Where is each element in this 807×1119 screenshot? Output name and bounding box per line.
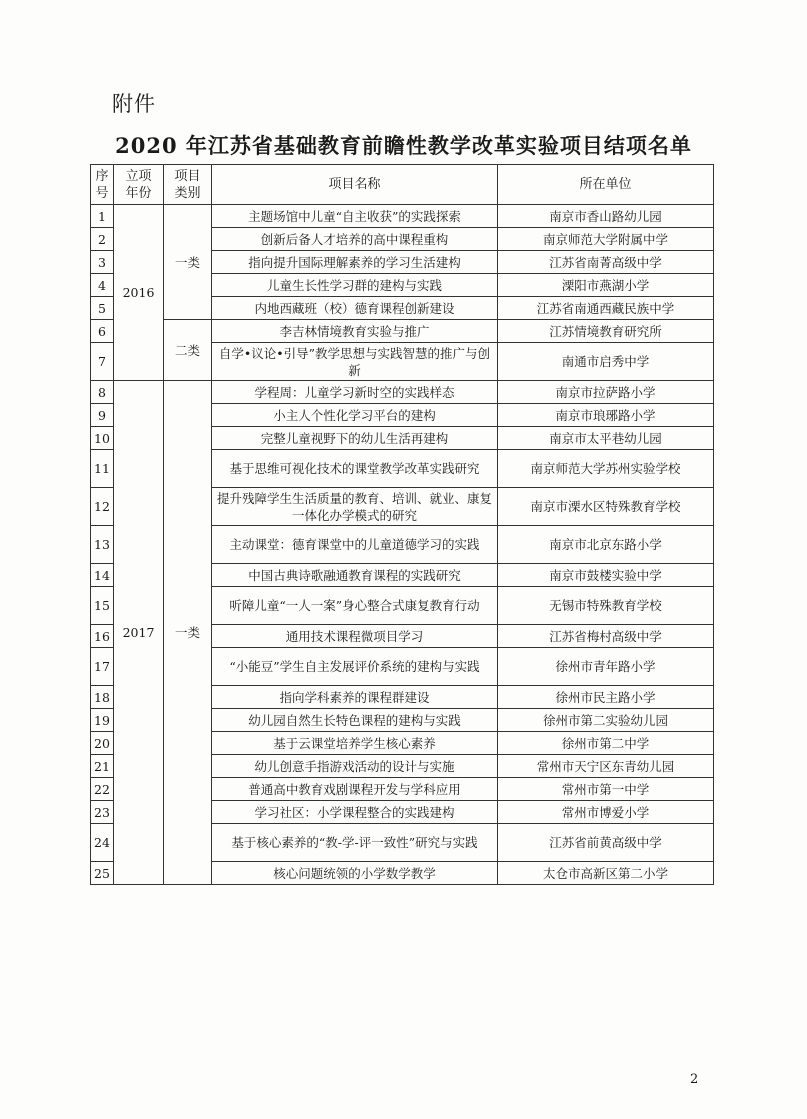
row-number: 24	[91, 824, 114, 862]
unit-name: 南京市香山路幼儿园	[498, 205, 714, 228]
unit-name: 江苏省梅村高级中学	[498, 625, 714, 648]
category-cell: 一类	[164, 381, 212, 885]
project-name: 指向学科素养的课程群建设	[212, 686, 498, 709]
unit-name: 江苏省南菁高级中学	[498, 251, 714, 274]
project-name: 自学•议论•引导”教学思想与实践智慧的推广与创新	[212, 343, 498, 381]
row-number: 12	[91, 488, 114, 526]
project-name: 核心问题统领的小学数学教学	[212, 862, 498, 885]
row-number: 7	[91, 343, 114, 381]
unit-name: 南京师范大学苏州实验学校	[498, 450, 714, 488]
project-name: 儿童生长性学习群的建构与实践	[212, 274, 498, 297]
header-category-line2: 类别	[174, 185, 201, 201]
unit-name: 南通市启秀中学	[498, 343, 714, 381]
project-name: 完整儿童视野下的幼儿生活再建构	[212, 427, 498, 450]
page-number: 2	[690, 1072, 699, 1087]
project-name: 小主人个性化学习平台的建构	[212, 404, 498, 427]
row-number: 22	[91, 778, 114, 801]
project-name: “小能豆”学生自主发展评价系统的建构与实践	[212, 648, 498, 686]
unit-name: 徐州市第二中学	[498, 732, 714, 755]
table-row	[91, 205, 714, 228]
row-number: 19	[91, 709, 114, 732]
table-row	[91, 381, 714, 404]
year-cell: 2016	[114, 205, 164, 381]
year-cell: 2017	[114, 381, 164, 885]
unit-name: 常州市博爱小学	[498, 801, 714, 824]
project-name: 普通高中教育戏剧课程开发与学科应用	[212, 778, 498, 801]
unit-name: 江苏省前黄高级中学	[498, 824, 714, 862]
project-name: 李吉林情境教育实验与推广	[212, 320, 498, 343]
page-title: 2020 年江苏省基础教育前瞻性教学改革实验项目结项名单	[115, 133, 692, 158]
row-number: 5	[91, 297, 114, 320]
row-number: 4	[91, 274, 114, 297]
project-name: 中国古典诗歌融通教育课程的实践研究	[212, 564, 498, 587]
unit-name: 南京市琅琊路小学	[498, 404, 714, 427]
project-name: 提升残障学生生活质量的教育、培训、就业、康复一体化办学模式的研究	[212, 488, 498, 526]
unit-name: 南京市溧水区特殊教育学校	[498, 488, 714, 526]
row-number: 3	[91, 251, 114, 274]
unit-name: 江苏省南通西藏民族中学	[498, 297, 714, 320]
project-name: 主动课堂：德育课堂中的儿童道德学习的实践	[212, 526, 498, 564]
header-serial-number	[91, 165, 114, 205]
unit-name: 常州市第一中学	[498, 778, 714, 801]
header-serial-line1: 序	[95, 168, 109, 184]
row-number: 18	[91, 686, 114, 709]
unit-name: 徐州市民主路小学	[498, 686, 714, 709]
row-number: 21	[91, 755, 114, 778]
project-name: 通用技术课程微项目学习	[212, 625, 498, 648]
row-number: 14	[91, 564, 114, 587]
unit-name: 徐州市第二实验幼儿园	[498, 709, 714, 732]
project-name: 基于核心素养的“教-学-评一致性”研究与实践	[212, 824, 498, 862]
row-number: 25	[91, 862, 114, 885]
project-name: 创新后备人才培养的高中课程重构	[212, 228, 498, 251]
project-name: 主题场馆中儿童“自主收获”的实践探索	[212, 205, 498, 228]
project-name: 内地西藏班（校）德育课程创新建设	[212, 297, 498, 320]
unit-name: 溧阳市燕湖小学	[498, 274, 714, 297]
unit-name: 南京市太平巷幼儿园	[498, 427, 714, 450]
unit-name: 常州市天宁区东青幼儿园	[498, 755, 714, 778]
project-name: 听障儿童“一人一案”身心整合式康复教育行动	[212, 587, 498, 625]
table-header-row	[91, 165, 714, 205]
project-name: 幼儿园自然生长特色课程的建构与实践	[212, 709, 498, 732]
unit-name: 无锡市特殊教育学校	[498, 587, 714, 625]
unit-name: 南京师范大学附属中学	[498, 228, 714, 251]
project-name: 学程周：儿童学习新时空的实践样态	[212, 381, 498, 404]
header-project-name: 项目名称	[212, 165, 498, 205]
row-number: 13	[91, 526, 114, 564]
row-number: 1	[91, 205, 114, 228]
header-serial-line2: 号	[95, 185, 109, 201]
category-cell: 二类	[164, 320, 212, 381]
category-cell: 一类	[164, 205, 212, 320]
project-name: 指向提升国际理解素养的学习生活建构	[212, 251, 498, 274]
row-number: 20	[91, 732, 114, 755]
row-number: 11	[91, 450, 114, 488]
attachment-label: 附件	[112, 92, 156, 116]
row-number: 17	[91, 648, 114, 686]
row-number: 6	[91, 320, 114, 343]
header-year-line1: 立项	[125, 168, 152, 184]
header-year-line2: 年份	[125, 185, 152, 201]
header-unit: 所在单位	[498, 165, 714, 205]
unit-name: 江苏情境教育研究所	[498, 320, 714, 343]
header-year	[114, 165, 164, 205]
row-number: 10	[91, 427, 114, 450]
project-name: 学习社区：小学课程整合的实践建构	[212, 801, 498, 824]
row-number: 15	[91, 587, 114, 625]
row-number: 16	[91, 625, 114, 648]
unit-name: 南京市鼓楼实验中学	[498, 564, 714, 587]
unit-name: 南京市拉萨路小学	[498, 381, 714, 404]
row-number: 2	[91, 228, 114, 251]
row-number: 23	[91, 801, 114, 824]
project-name: 基于云课堂培养学生核心素养	[212, 732, 498, 755]
header-category-line1: 项目	[174, 168, 201, 184]
project-name: 基于思维可视化技术的课堂教学改革实践研究	[212, 450, 498, 488]
unit-name: 太仓市高新区第二小学	[498, 862, 714, 885]
project-table	[90, 164, 714, 885]
header-category	[164, 165, 212, 205]
unit-name: 徐州市青年路小学	[498, 648, 714, 686]
project-name: 幼儿创意手指游戏活动的设计与实施	[212, 755, 498, 778]
table-row	[91, 320, 714, 343]
row-number: 8	[91, 381, 114, 404]
row-number: 9	[91, 404, 114, 427]
unit-name: 南京市北京东路小学	[498, 526, 714, 564]
